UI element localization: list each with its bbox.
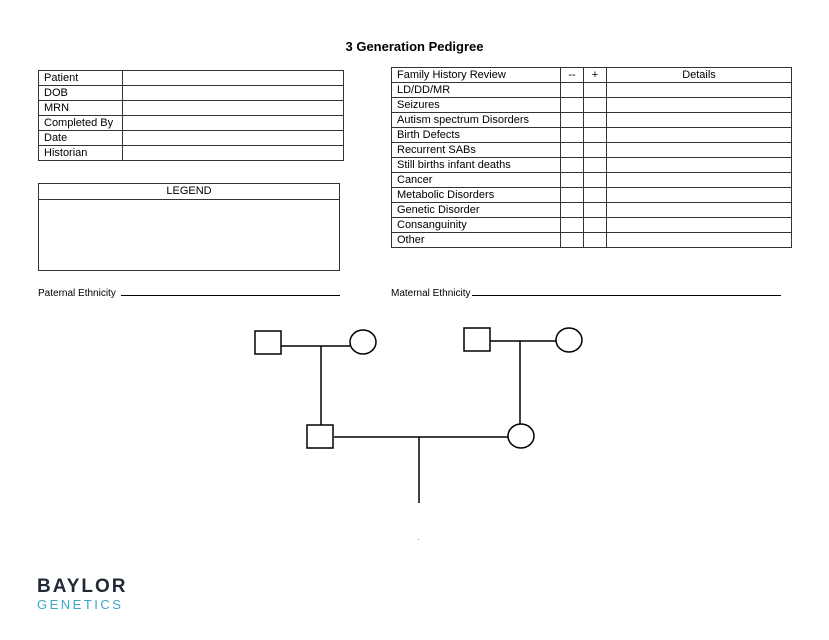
logo-bottom-text: GENETICS: [37, 597, 124, 612]
completed-by-label: Completed By: [39, 116, 123, 131]
patient-label: Patient: [39, 71, 123, 86]
maternal-grandmother-circle[interactable]: [556, 328, 582, 352]
maternal-ethnicity-label: Maternal Ethnicity: [391, 288, 471, 299]
father-square[interactable]: [307, 425, 333, 448]
family-history-issue: LD/DD/MR: [392, 83, 561, 98]
baylor-genetics-logo: [37, 577, 127, 613]
page-title: 3 Generation Pedigree: [345, 39, 484, 54]
family-history-issue: Other: [392, 233, 561, 248]
family-history-issue: Seizures: [392, 98, 561, 113]
dob-label: DOB: [39, 86, 123, 101]
family-history-issue: Still births infant deaths: [392, 158, 561, 173]
family-history-header: Family History Review: [392, 68, 561, 83]
family-history-issue: Recurrent SABs: [392, 143, 561, 158]
family-history-issue: Birth Defects: [392, 128, 561, 143]
family-history-issue: Metabolic Disorders: [392, 188, 561, 203]
family-history-issue: Consanguinity: [392, 218, 561, 233]
plus-header: +: [584, 68, 607, 83]
mother-circle[interactable]: [508, 424, 534, 448]
stray-mark: [418, 539, 419, 540]
minus-header: --: [561, 68, 584, 83]
date-label: Date: [39, 131, 123, 146]
paternal-grandfather-square[interactable]: [255, 331, 281, 354]
details-header: Details: [607, 68, 792, 83]
family-history-issue: Autism spectrum Disorders: [392, 113, 561, 128]
mrn-label: MRN: [39, 101, 123, 116]
historian-label: Historian: [39, 146, 123, 161]
maternal-grandfather-square[interactable]: [464, 328, 490, 351]
family-history-issue: Genetic Disorder: [392, 203, 561, 218]
legend-title: LEGEND: [39, 184, 339, 200]
family-history-issue: Cancer: [392, 173, 561, 188]
paternal-ethnicity-label: Paternal Ethnicity: [38, 288, 116, 299]
paternal-grandmother-circle[interactable]: [350, 330, 376, 354]
logo-top-text: BAYLOR: [37, 576, 128, 597]
